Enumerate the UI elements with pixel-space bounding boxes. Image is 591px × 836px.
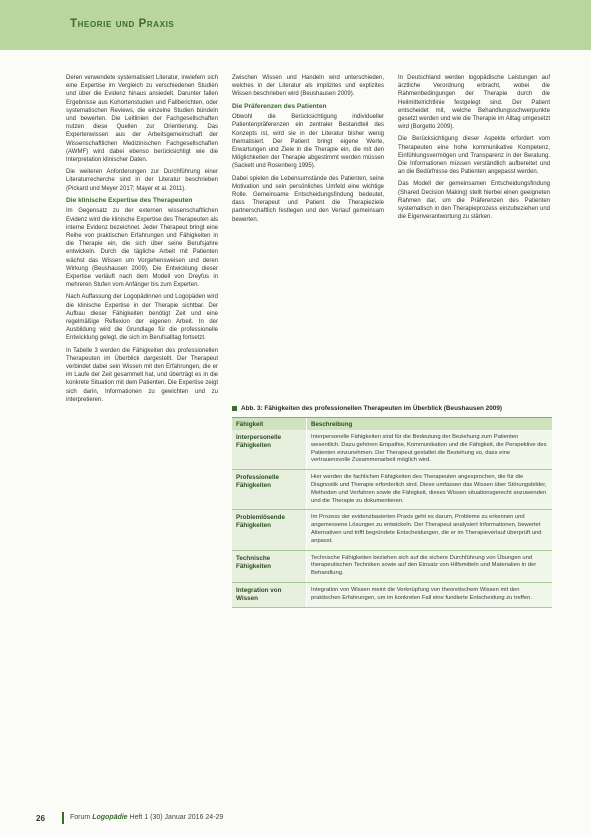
skill-cell: Professionelle Fähigkeiten xyxy=(232,470,306,509)
skill-cell: Integration von Wissen xyxy=(232,583,306,607)
text-column-3 xyxy=(398,74,550,225)
skill-cell: Technische Fähigkeiten xyxy=(232,551,306,582)
journal-info xyxy=(70,814,223,821)
section-heading: Die klinische Expertise des Therapeuten xyxy=(66,196,193,204)
description-cell: Technische Fähigkeiten beziehen sich auf die sichere Durchführung von Übungen und therapeutischen Techniken sowie auf den Einsatz von Hilfsmitteln und Materialien in der Behandlung. xyxy=(306,551,552,582)
table-row xyxy=(232,583,552,608)
table-header-row xyxy=(232,418,552,430)
text-column-2 xyxy=(232,74,384,228)
text-column-1 xyxy=(66,74,218,408)
table-row xyxy=(232,470,552,510)
description-cell: Im Prozess der evidenzbasierten Praxis geht es darum, Probleme zu erkennen und angemessene Lösungen zu entwickeln. Der Therapeut analysiert Informationen, bewertet Alternativen und trifft begründete Entscheidungen, die er im Therapieverlauf überprüft und anpasst. xyxy=(306,510,552,549)
footer-divider xyxy=(62,812,64,824)
paragraph: Das Modell der gemeinsamen Entscheidungsfindung (Shared Decision Making) stellt hierbei einen geeigneten Rahmen dar, um die Präferenzen des Patienten systematisch in den Therapieprozess einzubeziehen und die Eigenverantwortung zu stärken. xyxy=(398,181,550,221)
paragraph: Die Berücksichtigung dieser Aspekte erfordert vom Therapeuten eine hohe kommunikative Kompetenz, Einfühlungsvermögen und Transparenz in der Beratung. Die Informationen müssen verständlich aufbereitet und an die Bedürfnisse des Patienten angepasst werden. xyxy=(398,136,550,176)
table-row xyxy=(232,510,552,550)
page-footer xyxy=(0,806,591,836)
description-cell: Hier werden die fachlichen Fähigkeiten des Therapeuten angesprochen, die für die Diagnostik und Therapie erforderlich sind. Diese umfassen das Wissen über Störungsbilder, Methoden und Verfahren sowie die Fähigkeit, dieses Wissen situationsgerecht anzuwenden und die Therapie zu dokumentieren. xyxy=(306,470,552,509)
journal-brand: Logopädie xyxy=(92,814,128,821)
paragraph: In Deutschland werden logopädische Leistungen auf ärztliche Verordnung erbracht, wobei die Rahmenbedingungen der Therapie durch die Heilmittelrichtlinie festgelegt sind. Der Patient entscheidet mit, welche Behandlungsschwerpunkte gesetzt werden und wie die Therapie im Alltag umgesetzt wird (Borgetto 2009). xyxy=(398,75,550,131)
table-caption xyxy=(232,405,552,412)
paragraph: Die weiteren Anforderungen zur Durchführung einer Literaturrecherche sind in der Literatur beschrieben (Pickard und Meyer 2017; Mayer et al. 2011). xyxy=(66,169,218,192)
section-title: Theorie und Praxis xyxy=(70,18,175,30)
skills-table xyxy=(232,417,552,608)
paragraph: Zwischen Wissen und Handeln wird unterschieden, welches in der Literatur als implizites und explizites Wissen beschrieben wird (Beushausen 2009). xyxy=(232,75,384,98)
table-row xyxy=(232,551,552,583)
skill-cell: Interpersonelle Fähigkeiten xyxy=(232,430,306,469)
skill-cell: Problemlösende Fähigkeiten xyxy=(232,510,306,549)
square-bullet-icon xyxy=(232,406,237,411)
page-number: 26 xyxy=(36,814,45,823)
paragraph: Dabei spielen die Lebensumstände des Patienten, seine Motivation und sein persönliches Umfeld eine wichtige Rolle. Gemeinsame Entscheidungsfindung bedeutet, dass Therapeut und Patient die Therapieziele partnerschaftlich festlegen und den Verlauf gemeinsam bewerten. xyxy=(232,175,384,223)
paragraph: Im Gegensatz zu der externen wissenschaftlichen Evidenz wird die klinische Expertise des Therapeuten als interne Evidenz bezeichnet. Jeder Therapeut bringt eine Reihe von praktischen Erfahrungen und Fähigkeiten in die Therapie ein, die sich über seine Berufsjahre entwickeln. Durch die tägliche Arbeit mit Patienten wächst das Wissen um Vorgehensweisen und deren Wirkung (Beushausen 2009). Die Entwicklung dieser Expertise verläuft nach dem Modell von Dreyfus in mehreren Stufen vom Anfänger bis zum Experten. xyxy=(66,208,218,289)
section-heading: Die Präferenzen des Patienten xyxy=(232,102,327,110)
column-header: Beschreibung xyxy=(306,418,552,430)
paragraph: In Tabelle 3 werden die Fähigkeiten des professionellen Therapeuten im Überblick dargestellt. Der Therapeut verbindet dabei sein Wissen mit den Erfahrungen, die er im Laufe der Zeit gesammelt hat, und überträgt es in die konkrete Situation mit dem Patienten. Die Expertise zeigt sich darin, Informationen zu gewichten und zu interpretieren. xyxy=(66,347,218,403)
paragraph: Deren verwendete systematisiert Literatur, inwiefern sich eine Expertise im Vergleich zu verschiedenen Studien und über die Evidenz hinaus ansiedelt. Darunter fallen Ergebnisse aus Kohortenstudien und Fallberichten, oder systematischen Reviews, die einzelne Studien bündeln und bewerten. Die Leitlinien der Fachgesellschaften nutzen diese Quellen zur Orientierung. Das Expertenwissen aus der Arbeitsgemeinschaft der Wissenschaftlichen Medizinischen Fachgesellschaften (AWMF) wird dabei ebenso berücksichtigt wie die Interpretation klinischer Daten. xyxy=(66,75,218,164)
description-cell: Interpersonelle Fähigkeiten sind für die Bedeutung der Beziehung zum Patienten wesentlich. Dazu gehören Empathie, Kommunikation und die Fähigkeit, die Perspektive des Patienten einzunehmen. Der Therapeut gestaltet die Beziehung so, dass eine vertrauensvolle Zusammenarbeit möglich wird. xyxy=(306,430,552,469)
journal-issue: Heft 1 (30) Januar 2016 24-29 xyxy=(129,814,224,821)
table-row xyxy=(232,430,552,470)
header-band xyxy=(0,0,591,50)
paragraph: Obwohl die Berücksichtigung individueller Patientenpräferenzen ein zentraler Bestandteil des Konzepts ist, wird sie in der Literatur bisher wenig thematisiert. Der Patient bringt eigene Werte, Erwartungen und Ziele in die Therapie ein, die mit den Möglichkeiten der Therapie abgestimmt werden müssen (Sackett und Rosenberg 1995). xyxy=(232,114,384,170)
paragraph: Nach Auffassung der Logopädinnen und Logopäden wird die klinische Expertise in der Therapie sichtbar. Der Aufbau dieser Fähigkeiten benötigt Zeit und eine regelmäßige Reflexion der eigenen Arbeit. In der Ausbildung wird die Grundlage für die professionelle Entwicklung gelegt, die sich im Berufsalltag fortsetzt. xyxy=(66,294,218,342)
description-cell: Integration von Wissen meint die Verknüpfung von theoretischem Wissen mit den praktischen Erfahrungen, um im konkreten Fall eine fundierte Entscheidung zu treffen. xyxy=(306,583,552,607)
column-header: Fähigkeit xyxy=(236,421,264,428)
journal-prefix: Forum xyxy=(70,814,91,821)
table-caption-text: Abb. 3: Fähigkeiten des professionellen Therapeuten im Überblick (Beushausen 2009) xyxy=(241,405,503,412)
